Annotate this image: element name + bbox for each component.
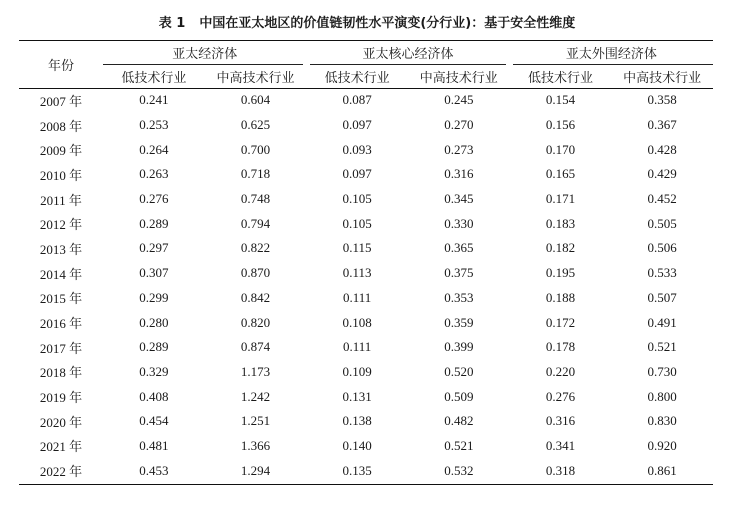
value-cell: 0.280 xyxy=(139,314,169,330)
value-cell: 0.140 xyxy=(342,437,372,453)
year-cell: 2011 年 xyxy=(40,192,82,208)
table-row xyxy=(19,113,713,138)
table-row xyxy=(19,458,713,483)
value-cell: 0.408 xyxy=(139,388,169,404)
value-cell: 0.870 xyxy=(240,265,271,281)
value-cell: 0.718 xyxy=(240,166,271,182)
value-cell: 0.345 xyxy=(444,191,474,207)
year-cell: 2015 年 xyxy=(39,291,83,307)
year-header: 年份 xyxy=(48,58,75,74)
value-cell: 0.521 xyxy=(647,339,677,355)
year-cell: 2007 年 xyxy=(39,93,83,109)
value-cell: 0.428 xyxy=(647,141,677,157)
table-row xyxy=(19,360,713,385)
table-row xyxy=(19,384,713,409)
value-cell: 0.533 xyxy=(647,265,677,281)
sub-header: 中高技术行业 xyxy=(623,70,702,86)
value-cell: 0.297 xyxy=(139,240,169,256)
value-cell: 0.113 xyxy=(342,265,372,281)
value-cell: 0.289 xyxy=(139,339,169,355)
group-header: 亚太核心经济体 xyxy=(362,46,454,62)
value-cell: 0.481 xyxy=(139,437,169,453)
value-cell: 0.170 xyxy=(545,141,576,157)
value-cell: 1.251 xyxy=(240,413,271,429)
value-cell: 0.482 xyxy=(444,413,474,429)
value-cell: 0.220 xyxy=(545,363,576,379)
year-cell: 2013 年 xyxy=(39,241,83,257)
value-cell: 0.264 xyxy=(139,141,169,157)
value-cell: 0.505 xyxy=(647,215,677,231)
sub-header: 中高技术行业 xyxy=(419,70,498,86)
value-cell: 0.700 xyxy=(240,141,271,157)
table-row xyxy=(19,211,713,236)
value-cell: 0.532 xyxy=(444,462,474,478)
table-caption xyxy=(0,12,734,31)
year-cell: 2008 年 xyxy=(39,118,83,134)
value-cell: 0.154 xyxy=(545,92,576,108)
value-cell: 0.289 xyxy=(139,215,169,231)
group-header: 亚太外围经济体 xyxy=(565,46,657,62)
value-cell: 0.241 xyxy=(139,92,169,108)
value-cell: 0.453 xyxy=(139,462,169,478)
value-cell: 0.506 xyxy=(647,240,677,256)
table-number: 表 1 xyxy=(158,16,186,31)
value-cell: 0.830 xyxy=(647,413,677,429)
value-cell: 0.375 xyxy=(444,265,474,281)
table-row xyxy=(19,88,713,113)
year-cell: 2018 年 xyxy=(39,365,83,381)
value-cell: 0.087 xyxy=(342,92,372,108)
value-cell: 0.359 xyxy=(444,314,474,330)
year-cell: 2021 年 xyxy=(39,439,83,455)
value-cell: 1.294 xyxy=(240,462,271,478)
value-cell: 0.794 xyxy=(240,215,271,231)
table-row xyxy=(19,286,713,311)
value-cell: 0.748 xyxy=(240,191,271,207)
value-cell: 0.105 xyxy=(342,215,372,231)
value-cell: 0.800 xyxy=(647,388,677,404)
value-cell: 0.341 xyxy=(545,437,576,453)
table-bottom-rule xyxy=(19,484,713,485)
value-cell: 0.138 xyxy=(342,413,372,429)
value-cell: 0.820 xyxy=(240,314,271,330)
table-row xyxy=(19,261,713,286)
year-cell: 2014 年 xyxy=(39,266,83,282)
value-cell: 0.276 xyxy=(545,388,576,404)
value-cell: 0.318 xyxy=(545,462,576,478)
year-cell: 2020 年 xyxy=(39,414,83,430)
value-cell: 0.115 xyxy=(342,240,372,256)
value-cell: 0.316 xyxy=(545,413,576,429)
value-cell: 0.920 xyxy=(647,437,677,453)
table-row xyxy=(19,409,713,434)
value-cell: 0.093 xyxy=(342,141,372,157)
value-cell: 0.188 xyxy=(545,289,576,305)
value-cell: 0.367 xyxy=(647,117,677,133)
value-cell: 0.131 xyxy=(342,388,372,404)
value-cell: 0.842 xyxy=(240,289,271,305)
value-cell: 1.242 xyxy=(240,388,271,404)
sub-header: 中高技术行业 xyxy=(216,70,295,86)
value-cell: 0.263 xyxy=(139,166,169,182)
value-cell: 0.507 xyxy=(647,289,677,305)
value-cell: 0.299 xyxy=(139,289,169,305)
value-cell: 0.111 xyxy=(343,339,372,355)
value-cell: 0.874 xyxy=(240,339,271,355)
value-cell: 0.245 xyxy=(444,92,474,108)
table-row xyxy=(19,162,713,187)
value-cell: 0.353 xyxy=(444,289,474,305)
value-cell: 0.822 xyxy=(240,240,271,256)
sub-header: 低技术行业 xyxy=(527,70,593,86)
value-cell: 0.521 xyxy=(444,437,474,453)
year-cell: 2022 年 xyxy=(39,464,83,480)
value-cell: 0.276 xyxy=(139,191,169,207)
table-body xyxy=(19,88,713,483)
value-cell: 0.861 xyxy=(647,462,677,478)
year-cell: 2009 年 xyxy=(39,143,83,159)
value-cell: 0.270 xyxy=(444,117,474,133)
value-cell: 0.365 xyxy=(444,240,474,256)
group-header: 亚太经济体 xyxy=(172,46,238,62)
value-cell: 0.097 xyxy=(342,117,372,133)
value-cell: 0.429 xyxy=(647,166,677,182)
year-cell: 2017 年 xyxy=(39,340,83,356)
value-cell: 0.109 xyxy=(342,363,372,379)
value-cell: 0.329 xyxy=(139,363,169,379)
value-cell: 0.105 xyxy=(342,191,372,207)
value-cell: 0.108 xyxy=(342,314,372,330)
data-table xyxy=(19,40,713,483)
value-cell: 0.171 xyxy=(545,191,576,207)
sub-header: 低技术行业 xyxy=(121,70,187,86)
value-cell: 0.097 xyxy=(342,166,372,182)
value-cell: 0.156 xyxy=(545,117,576,133)
value-cell: 0.454 xyxy=(139,413,169,429)
table-row xyxy=(19,236,713,261)
value-cell: 0.178 xyxy=(545,339,576,355)
year-cell: 2019 年 xyxy=(39,390,83,406)
table-row xyxy=(19,187,713,212)
value-cell: 0.195 xyxy=(545,265,576,281)
value-cell: 0.330 xyxy=(444,215,474,231)
year-cell: 2012 年 xyxy=(39,217,83,233)
value-cell: 0.111 xyxy=(343,289,372,305)
value-cell: 1.366 xyxy=(240,437,271,453)
value-cell: 1.173 xyxy=(240,363,271,379)
value-cell: 0.509 xyxy=(444,388,474,404)
sub-header: 低技术行业 xyxy=(324,70,390,86)
table-row xyxy=(19,137,713,162)
value-cell: 0.604 xyxy=(240,92,271,108)
value-cell: 0.172 xyxy=(545,314,576,330)
value-cell: 0.399 xyxy=(444,339,474,355)
year-cell: 2016 年 xyxy=(39,316,83,332)
value-cell: 0.452 xyxy=(647,191,677,207)
table-row xyxy=(19,434,713,459)
value-cell: 0.273 xyxy=(444,141,474,157)
value-cell: 0.183 xyxy=(545,215,576,231)
table-row xyxy=(19,310,713,335)
value-cell: 0.307 xyxy=(139,265,169,281)
value-cell: 0.253 xyxy=(139,117,169,133)
value-cell: 0.730 xyxy=(647,363,677,379)
value-cell: 0.625 xyxy=(240,117,271,133)
value-cell: 0.182 xyxy=(545,240,576,256)
table-title: 中国在亚太地区的价值链韧性水平演变(分行业)：基于安全性维度 xyxy=(199,16,576,31)
value-cell: 0.358 xyxy=(647,92,677,108)
table-row xyxy=(19,335,713,360)
value-cell: 0.491 xyxy=(647,314,677,330)
value-cell: 0.316 xyxy=(444,166,474,182)
value-cell: 0.135 xyxy=(342,462,372,478)
value-cell: 0.520 xyxy=(444,363,474,379)
year-cell: 2010 年 xyxy=(39,167,83,183)
value-cell: 0.165 xyxy=(545,166,576,182)
